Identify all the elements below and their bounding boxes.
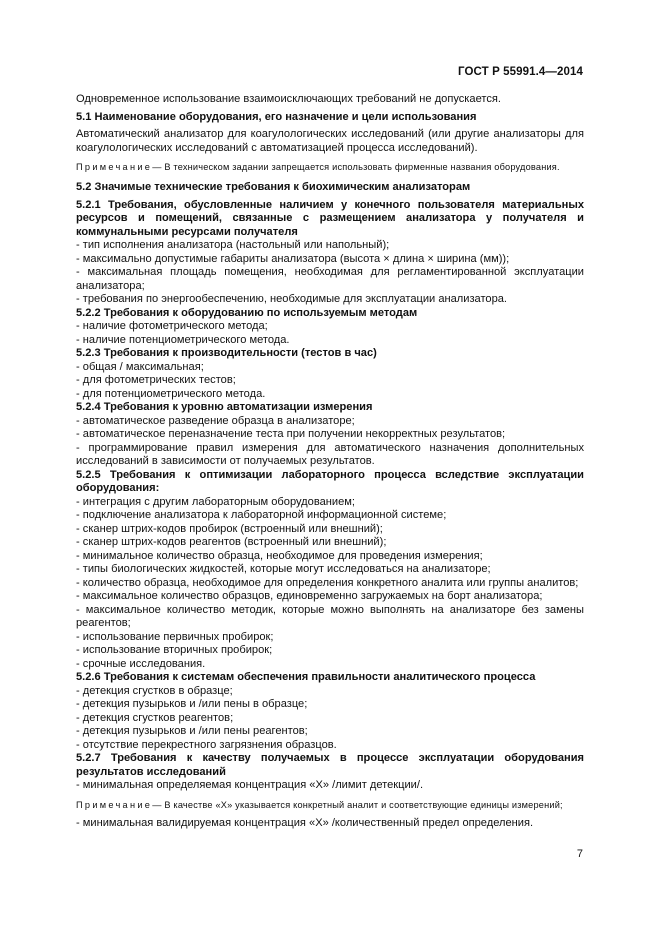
list-item: - сканер штрих-кодов пробирок (встроенный или внешний); — [76, 522, 383, 535]
section-heading-5-2-7: 5.2.7 Требования к качеству получаемых в процессе эксплуатации оборудования результатов исследований — [76, 752, 584, 778]
list-item: - детекция пузырьков и /или пены реагентов; — [76, 725, 308, 737]
section-heading-5-2-3: 5.2.3 Требования к производительности (тестов в час) — [76, 347, 377, 359]
document-body — [76, 93, 584, 830]
list-item: - типы биологических жидкостей, которые могут исследоваться на анализаторе; — [76, 563, 491, 575]
list-item: - использование вторичных пробирок; — [76, 644, 273, 656]
paragraph-text: Одновременное использование взаимоисключающих требований не допускается. — [76, 93, 501, 105]
list-item: - минимальное количество образца, необходимое для проведения измерения; — [76, 549, 483, 562]
list-item: - отсутствие перекрестного загрязнения образцов. — [76, 738, 337, 751]
section-heading-5-2-1: 5.2.1 Требования, обусловленные наличием у конечного пользователя материальных ресурсов и помещений, связанные с размещением анализатора у получателя и коммунальными ресурсами получателя — [76, 198, 584, 238]
list-item: - интеграция с другим лабораторным оборудованием; — [76, 495, 355, 508]
list-item: - минимальная валидируемая концентрация «Х» /количественный предел определения. — [76, 816, 534, 829]
list-item: - максимально допустимые габариты анализатора (высота × длина × ширина (мм)); — [76, 252, 510, 265]
list-item: - детекция сгустков реагентов; — [76, 711, 234, 724]
list-item: - максимальное количество образцов, единовременно загружаемых на борт анализатора; — [76, 590, 543, 602]
list-item: - для фотометрических тестов; — [76, 374, 236, 386]
section-heading-5-2-5: 5.2.5 Требования к оптимизации лабораторного процесса вследствие эксплуатации оборудования: — [76, 468, 584, 494]
list-item: - количество образца, необходимое для определения конкретного аналита или группы аналитов; — [76, 576, 579, 589]
section-heading-5-1: 5.1 Наименование оборудования, его назначение и цели использования — [76, 110, 477, 123]
section-heading-5-2-2: 5.2.2 Требования к оборудованию по используемым методам — [76, 306, 418, 319]
list-item: - детекция сгустков в образце; — [76, 684, 233, 697]
list-item: - автоматическое переназначение теста при получении некорректных результатов; — [76, 428, 506, 440]
list-item: - требования по энергообеспечению, необходимые для эксплуатации анализатора. — [76, 293, 508, 305]
list-item: - сканер штрих-кодов реагентов (встроенный или внешний); — [76, 536, 387, 548]
list-item: - срочные исследования. — [76, 657, 206, 670]
list-item: - максимальное количество методик, которые можно выполнять на анализаторе без замены реагентов; — [76, 603, 584, 629]
list-item: - общая / максимальная; — [76, 360, 204, 373]
list-item: - использование первичных пробирок; — [76, 630, 274, 643]
list-item: - для потенциометрического метода. — [76, 387, 266, 400]
paragraph: Автоматический анализатор для коагулологических исследований (или другие анализаторы для коагулологических исследований с автоматизацией процесса исследований). — [76, 128, 584, 154]
list-item: - тип исполнения анализатора (настольный или напольный); — [76, 239, 390, 251]
list-item: - максимальная площадь помещения, необходимая для регламентированной эксплуатации анализатора; — [76, 266, 584, 292]
note-text: — В качестве «Х» указывается конкретный аналит и соответствующие единицы измерений; — [152, 799, 563, 810]
note-text: — В техническом задании запрещается использовать фирменные названия оборудования. — [152, 162, 560, 172]
note-lead: Примечание — [76, 162, 153, 172]
list-item: - наличие потенциометрического метода. — [76, 333, 290, 346]
list-item: - подключение анализатора к лабораторной информационной системе; — [76, 509, 447, 521]
list-item: - автоматическое разведение образца в анализаторе; — [76, 414, 355, 427]
section-heading-5-2-6: 5.2.6 Требования к системам обеспечения правильности аналитического процесса — [76, 671, 536, 683]
document-id-header: ГОСТ Р 55991.4—2014 — [458, 66, 583, 78]
note-lead: Примечание — [76, 799, 153, 810]
section-heading-5-2-4: 5.2.4 Требования к уровню автоматизации измерения — [76, 401, 373, 413]
section-heading-5-2: 5.2 Значимые технические требования к биохимическим анализаторам — [76, 181, 471, 193]
paragraph — [76, 93, 584, 107]
list-item: - детекция пузырьков и /или пены в образце; — [76, 698, 308, 710]
note — [76, 161, 584, 173]
list-item: - программирование правил измерения для автоматического назначения дополнительных исследований в зависимости от получаемых результатов. — [76, 441, 584, 467]
page-number: 7 — [576, 848, 583, 860]
list-item: - наличие фотометрического метода; — [76, 320, 268, 332]
note — [76, 799, 584, 811]
list-item: - минимальная определяемая концентрация «Х» /лимит детекции/. — [76, 779, 424, 791]
